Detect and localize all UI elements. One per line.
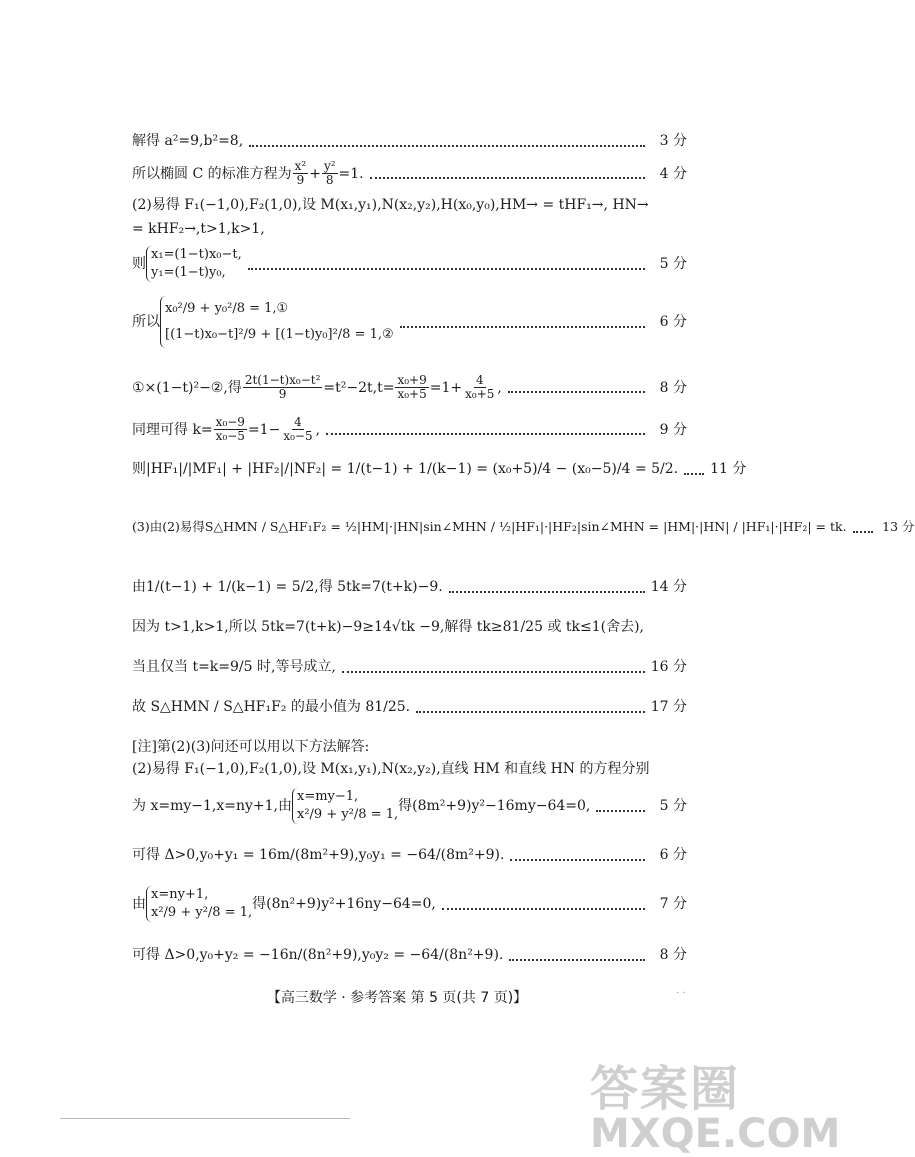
score: 3 分 — [659, 133, 687, 149]
line-10 — [132, 518, 915, 536]
line-16 — [132, 760, 687, 778]
line-text: 则 — [132, 256, 146, 272]
equation-system: x=ny+1, x²/9 + y²/8 = 1, — [146, 886, 252, 922]
score: 14 分 — [650, 579, 687, 595]
fraction: $\frac{4}{\text{x₀−5}}$ — [283, 415, 313, 443]
line-14 — [132, 698, 687, 716]
line-text: (2)易得 F₁(−1,0),F₂(1,0),设 M(x₁,y₁),N(x₂,y₂),直线 HM 和直线 HN 的方程分别 — [132, 761, 650, 777]
line-15 — [132, 738, 687, 756]
line-6 — [132, 296, 687, 348]
line-text: 可得 Δ>0,y₀+y₂ = −16n/(8n²+9),y₀y₂ = −64/(8n²+9). — [132, 947, 504, 963]
score: 9 分 — [659, 421, 687, 438]
score: 13 分 — [882, 519, 915, 534]
line-text: (2)易得 F₁(−1,0),F₂(1,0),设 M(x₁,y₁),N(x₂,y₂),H(x₀,y₀),HM→ = tHF₁→, HN→ — [132, 197, 649, 213]
line-text: 为 x=my−1,x=ny+1,由 — [132, 798, 292, 814]
fraction: $\frac{\text{x²}}{9}$ — [294, 159, 307, 187]
score: 8 分 — [659, 379, 687, 396]
watermark-title: 答案圈 — [590, 1061, 741, 1117]
line-text: 1/(t−1) + 1/(k−1) = 5/2,得 5tk=7(t+k)−9. — [146, 579, 443, 595]
line-text: (3)由(2)易得 — [132, 519, 205, 534]
score: 4 分 — [659, 165, 687, 182]
line-8: 同理可得 k= $\frac{\text{x₀−9}}{\text{x₀−5}}$ =1− $\frac{4}{\text{x₀−5}}$ , 9 分 — [132, 415, 687, 443]
line-text: 由 — [132, 896, 146, 912]
score: 11 分 — [710, 461, 747, 477]
watermark-url: MXQE.COM — [590, 1111, 841, 1157]
fraction: $\frac{\text{y²}}{8}$ — [323, 159, 336, 187]
fraction: $\frac{\text{x₀+9}}{\text{x₀+5}}$ — [397, 373, 427, 401]
score: 8 分 — [659, 947, 687, 963]
fraction: $\frac{4}{\text{x₀+5}}$ — [465, 373, 495, 401]
equation-system: x=my−1, x²/9 + y²/8 = 1, — [292, 788, 398, 824]
line-text: [注]第(2)(3)问还可以用以下方法解答: — [132, 739, 370, 755]
line-18 — [132, 846, 687, 864]
line-12 — [132, 618, 687, 636]
equation-system: x₀²/9 + y₀²/8 = 1,① [(1−t)x₀−t]²/9 + [(1−t)y₀]²/8 = 1,② — [160, 296, 394, 348]
line-text: 故 S△HMN / S△HF₁F₂ 的最小值为 81/25. — [132, 699, 411, 715]
line-text: 得(8n²+9)y²+16ny−64=0, — [252, 896, 436, 912]
bottom-rule — [60, 1118, 350, 1119]
line-text: 解得 a²=9,b²=8, — [132, 133, 244, 149]
line-13 — [132, 658, 687, 676]
line-4 — [132, 220, 687, 238]
fraction: $\frac{\text{2t(1−t)x₀−t²}}{9}$ — [244, 373, 321, 401]
line-text: ①×(1−t)²−②,得 — [132, 379, 242, 396]
line-text: 则 — [132, 461, 146, 477]
line-17 — [132, 788, 687, 824]
watermark — [590, 1050, 840, 1157]
score: 17 分 — [650, 699, 687, 715]
line-1 — [132, 132, 687, 150]
line-3 — [132, 196, 687, 214]
line-text: 得(8m²+9)y²−16my−64=0, — [398, 798, 591, 814]
score: 7 分 — [659, 896, 687, 912]
line-9 — [132, 460, 747, 478]
fraction: $\frac{\text{x₀−9}}{\text{x₀−5}}$ — [215, 415, 245, 443]
line-text: 可得 Δ>0,y₀+y₁ = 16m/(8m²+9),y₀y₁ = −64/(8m²+9). — [132, 847, 505, 863]
score: 16 分 — [650, 659, 687, 675]
page-footer: 【高三数学 · 参考答案 第 5 页(共 7 页)】 — [266, 990, 528, 1006]
scan-mark: · · — [676, 988, 686, 999]
line-text: 所以椭圆 C 的标准方程为 — [132, 165, 292, 182]
line-5 — [132, 246, 687, 282]
score: 6 分 — [659, 847, 687, 863]
line-7: ①×(1−t)²−②,得 $\frac{\text{2t(1−t)x₀−t²}}{9}$ =t²−2t,t= $\frac{\text{x₀+9}}{\text{x₀+5}}$ =1+ $\frac{4}{\text{x₀+5}}$ , 8 分 — [132, 373, 687, 401]
line-2: 所以椭圆 C 的标准方程为 $\frac{\text{x²}}{9}$ + $\frac{\text{y²}}{8}$ =1. 4 分 — [132, 159, 687, 187]
line-20 — [132, 946, 687, 964]
line-text: 由 — [132, 579, 146, 595]
score: 5 分 — [659, 256, 687, 272]
line-19 — [132, 886, 687, 922]
line-text: 所以 — [132, 314, 160, 330]
line-text: 当且仅当 t=k=9/5 时,等号成立, — [132, 659, 336, 675]
line-11 — [132, 578, 687, 596]
line-text: |HF₁|/|MF₁| + |HF₂|/|NF₂| = 1/(t−1) + 1/(k−1) = (x₀+5)/4 − (x₀−5)/4 = 5/2. — [146, 461, 679, 477]
equation-system: x₁=(1−t)x₀−t, y₁=(1−t)y₀, — [146, 246, 242, 282]
line-text: 因为 t>1,k>1,所以 5tk=7(t+k)−9≥14√tk −9,解得 tk≥81/25 或 tk≤1(舍去), — [132, 619, 645, 635]
line-text: S△HMN / S△HF₁F₂ = ½|HM|·|HN|sin∠MHN / ½|HF₁|·|HF₂|sin∠MHN = |HM|·|HN| / |HF₁|·|HF₂| = tk. — [204, 519, 847, 534]
line-text: 同理可得 k= — [132, 421, 213, 438]
score: 6 分 — [659, 314, 687, 330]
line-text: = kHF₂→,t>1,k>1, — [132, 221, 265, 237]
score: 5 分 — [659, 798, 687, 814]
